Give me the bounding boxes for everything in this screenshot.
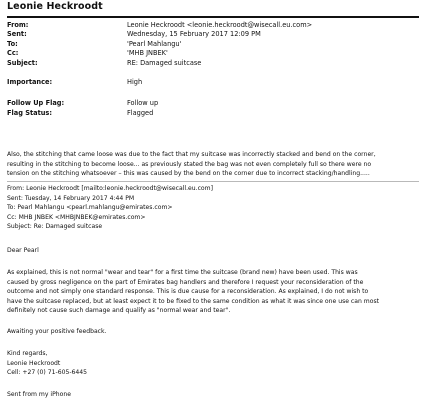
body-line: tension on the stitching whatsoever – this was caused by the bend on the corner due to incorrect stacking/handling.....	[7, 170, 370, 177]
header-rule	[7, 16, 419, 18]
field-value[interactable]: Leonie Heckroodt <leonie.heckroodt@wisecall.eu.com>	[127, 21, 313, 29]
signature-line: Leonie Heckroodt	[7, 359, 61, 367]
field-label: Importance:	[7, 78, 53, 86]
body-line: caused by gross negligence on the part of Emirates bag handlers and therefore I request your reconsideration of the	[7, 278, 364, 286]
body-line: definitely not cause such damage and qualify as "normal wear and tear".	[7, 307, 231, 314]
sent-from	[7, 390, 419, 400]
field-label: Flag Status:	[7, 109, 52, 117]
quote-divider	[7, 181, 419, 182]
sent-from-line: Sent from my iPhone	[7, 391, 71, 398]
body-line: outcome and not simply one standard response. This is due cause for a reconsideration. As explained, I do not wish to	[7, 288, 369, 295]
signature-line: Cell: +27 (0) 71-605-6445	[7, 369, 88, 376]
sender-name: Leonie Heckroodt	[7, 1, 103, 12]
field-subject	[7, 59, 419, 68]
field-label: Subject:	[7, 58, 38, 67]
body-line: As explained, this is not normal "wear and tear" for a first time the suitcase (brand new) have been used. This was	[7, 269, 358, 276]
field-cc	[7, 49, 419, 58]
field-value: RE: Damaged suitcase	[127, 58, 202, 67]
field-sent	[7, 30, 419, 39]
field-to	[7, 40, 419, 49]
field-label: Sent:	[7, 30, 27, 39]
body-line: resulting in the stitching to become loose... as previously stated the bag was not even completely full so there were no	[7, 160, 372, 168]
field-value: Follow up	[127, 99, 159, 107]
body-line: have the suitcase replaced, but at least expect it to be fixed to the same condition as what it was since one use can most	[7, 297, 380, 305]
body-line: Also, the stitching that came loose was due to the fact that my suitcase was incorrectly stacked and bend on the corner,	[7, 151, 376, 158]
quoted-header-line: Sent: Tuesday, 14 February 2017 4:44 PM	[7, 194, 135, 202]
field-value[interactable]: 'Pearl Mahlangu'	[127, 39, 182, 48]
sender-bar	[0, 0, 427, 16]
quoted-header-line: From: Leonie Heckroodt [mailto:leonie.heckroodt@wisecall.eu.com]	[7, 185, 213, 192]
greeting-line: Dear Pearl	[7, 247, 39, 254]
closing-line: Awaiting your positive feedback.	[7, 328, 107, 335]
quoted-body	[7, 268, 419, 316]
closing	[7, 327, 419, 337]
quoted-header	[7, 184, 419, 232]
quoted-header-line: To: Pearl Mahlangu <pearl.mahlangu@emirates.com>	[7, 204, 173, 211]
field-value: High	[127, 78, 143, 86]
field-value: Flagged	[127, 109, 154, 117]
message-header-fields	[7, 21, 419, 68]
field-label: From:	[7, 21, 29, 29]
field-label: To:	[7, 39, 18, 48]
greeting	[7, 246, 419, 256]
field-value: Wednesday, 15 February 2017 12:09 PM	[127, 30, 261, 39]
field-from	[7, 21, 419, 30]
signature	[7, 349, 419, 378]
field-label: Cc:	[7, 49, 19, 58]
field-label: Follow Up Flag:	[7, 99, 65, 107]
reply-body	[7, 150, 419, 179]
field-value[interactable]: 'MHB JNBEK'	[127, 49, 168, 58]
quoted-header-line: Subject: Re: Damaged suitcase	[7, 223, 103, 230]
quoted-header-line: Cc: MHB JNBEK <MHBJNBEK@emirates.com>	[7, 213, 146, 221]
signature-line: Kind regards,	[7, 350, 48, 357]
